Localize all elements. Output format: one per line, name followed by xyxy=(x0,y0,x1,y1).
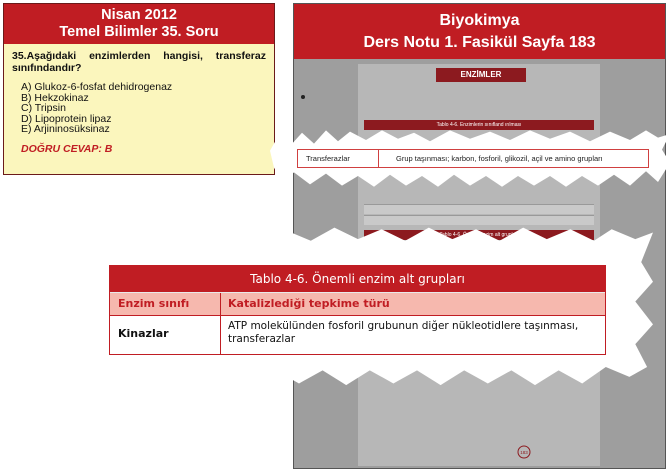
row-reaction-type: ATP molekülünden fosforil grubunun diğer nükleotidlere taşınması, transferazlar xyxy=(228,320,579,345)
bullet-dot xyxy=(301,95,305,99)
table-title-bar-1: Tablo 4-6. Enzimlerin sınıfland ırılması xyxy=(364,120,594,130)
table-row-blurred xyxy=(364,204,594,214)
cell-divider xyxy=(378,150,379,167)
correct-answer: DOĞRU CEVAP: B xyxy=(21,142,113,155)
option-b: B) Hekzokinaz xyxy=(21,91,89,104)
table-row xyxy=(110,315,605,354)
question-stem: 35.Aşağıdaki enzimlerden hangisi, transferaz sınıfındandır? xyxy=(12,50,266,74)
reaction-type-cell: Grup taşınması; karbon, fosforil, glikozil, açil ve amino grupları xyxy=(396,154,603,163)
option-d: D) Lipoprotein lipaz xyxy=(21,112,112,125)
column-divider xyxy=(220,293,221,315)
question-header xyxy=(4,4,274,44)
row-enzyme-class: Kinazlar xyxy=(118,327,169,340)
question-content xyxy=(4,44,274,155)
zoom-table-header xyxy=(110,292,605,315)
page-number-badge xyxy=(517,445,531,459)
page-number: 183 xyxy=(520,450,528,455)
zoom-table-title: Tablo 4-6. Önemli enzim alt grupları xyxy=(110,266,605,292)
page-title: Biyokimya xyxy=(439,12,520,29)
enzyme-class-cell: Transferazlar xyxy=(306,154,350,163)
option-a: A) Glukoz-6-fosfat dehidrogenaz xyxy=(21,81,173,93)
section-caption: ENZİMLER xyxy=(436,68,526,82)
table-row-blurred xyxy=(364,215,594,225)
column-divider xyxy=(220,316,221,354)
question-box xyxy=(3,3,275,175)
zoom-table xyxy=(109,265,606,355)
page-subtitle: Ders Notu 1. Fasikül Sayfa 183 xyxy=(363,34,596,51)
option-c: C) Tripsin xyxy=(21,102,66,114)
page-header xyxy=(294,4,665,59)
column-header-class: Enzim sınıfı xyxy=(118,297,190,310)
zoom-table-row xyxy=(297,149,649,168)
answer-options xyxy=(12,82,266,135)
exam-date: Nisan 2012 xyxy=(101,7,177,23)
column-header-reaction: Katalizlediği tepkime türü xyxy=(228,297,390,310)
option-e: E) Arjininosüksinaz xyxy=(21,123,110,135)
question-number: Temel Bilimler 35. Soru xyxy=(59,24,219,40)
